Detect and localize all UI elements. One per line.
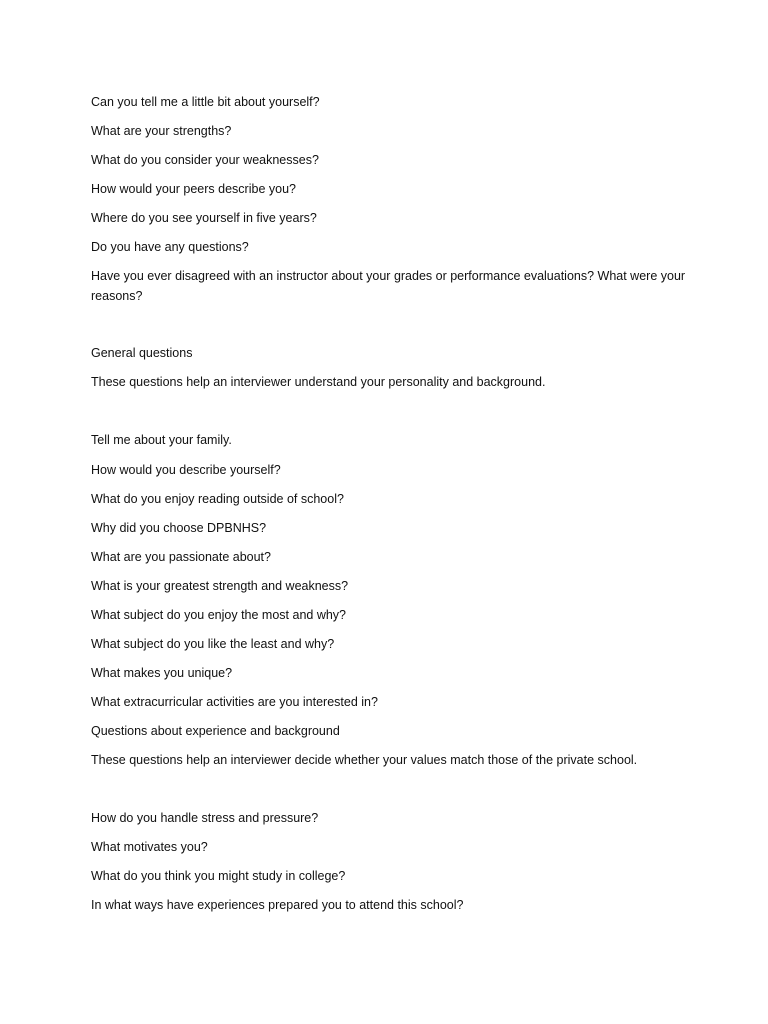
question-line: What makes you unique?: [91, 666, 233, 680]
question-line: What motivates you?: [91, 840, 208, 854]
question-line: What subject do you enjoy the most and why?: [91, 608, 347, 622]
question-line: What do you enjoy reading outside of school?: [91, 492, 344, 506]
section-heading: Questions about experience and background: [91, 724, 340, 738]
question-line: Do you have any questions?: [91, 240, 249, 254]
question-line: Can you tell me a little bit about yourself?: [91, 95, 320, 109]
question-line: What are you passionate about?: [91, 550, 271, 564]
question-line: How do you handle stress and pressure?: [91, 811, 319, 825]
question-line: What are your strengths?: [91, 124, 232, 138]
question-line: Have you ever disagreed with an instructor about your grades or performance evaluations? What were your reasons?: [91, 269, 686, 303]
question-line: How would your peers describe you?: [91, 182, 296, 196]
question-line: What subject do you like the least and why?: [91, 637, 335, 651]
question-line: What do you think you might study in college?: [91, 869, 346, 883]
section-description: These questions help an interviewer decide whether your values match those of the private school.: [91, 753, 638, 767]
question-line: Tell me about your family.: [91, 433, 232, 447]
section-description: These questions help an interviewer understand your personality and background.: [91, 375, 546, 389]
question-line: How would you describe yourself?: [91, 463, 281, 477]
question-line: What do you consider your weaknesses?: [91, 153, 319, 167]
question-line: What extracurricular activities are you interested in?: [91, 695, 378, 709]
question-line: In what ways have experiences prepared you to attend this school?: [91, 898, 464, 912]
section-heading: General questions: [91, 346, 193, 360]
question-line: What is your greatest strength and weakness?: [91, 579, 349, 593]
question-line: Where do you see yourself in five years?: [91, 211, 317, 225]
question-line: Why did you choose DPBNHS?: [91, 521, 267, 535]
